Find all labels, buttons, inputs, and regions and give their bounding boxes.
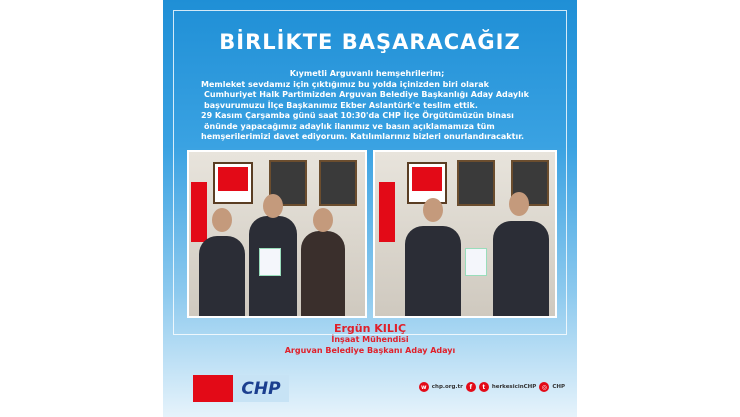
candidate-role: Arguvan Belediye Başkanı Aday Adayı: [284, 346, 456, 355]
message-line: 29 Kasım Çarşamba günü saat 10:30'da CHP İlçe Örgütümüzün binası: [201, 111, 514, 120]
turkish-flag: [379, 182, 395, 242]
application-document: [259, 248, 281, 276]
greeting: Kıymetli Arguvanlı hemşehrilerim;: [289, 69, 445, 78]
photo-application-handover-2: [373, 150, 557, 318]
portrait: [319, 160, 357, 206]
twitter-icon[interactable]: t: [479, 382, 489, 392]
application-document: [465, 248, 487, 276]
candidate-name: Ergün KILIÇ: [333, 322, 407, 335]
poster-message: [163, 69, 577, 143]
turkish-flag: [191, 182, 207, 242]
ataturk-portrait: [457, 160, 495, 206]
message-line: Cumhuriyet Halk Partimizden Arguvan Belediye Başkanlığı Aday Adaylık: [204, 90, 529, 99]
photo-application-handover-1: [187, 150, 367, 318]
social-links: [419, 382, 565, 392]
web-icon: w: [419, 382, 429, 392]
poster-title: BİRLİKTE BAŞARACAĞIZ: [219, 30, 521, 54]
message-line: Memleket sevdamız için çıktığımız bu yolda içinizden biri olarak: [201, 79, 489, 89]
six-arrows-icon: [193, 375, 233, 402]
instagram-icon[interactable]: ◎: [539, 382, 549, 392]
chp-logo-frame: [213, 162, 253, 204]
chp-logo-frame: [407, 162, 447, 204]
campaign-poster: [163, 0, 577, 417]
facebook-icon[interactable]: f: [466, 382, 476, 392]
social-handle[interactable]: herkesicinCHP: [491, 384, 537, 390]
chp-logo: CHP: [193, 375, 289, 402]
candidate-profession: İnşaat Mühendisi: [331, 335, 409, 344]
message-line: başvurumuzu İlçe Başkanımız Ekber Aslantürk'e teslim ettik.: [204, 100, 478, 110]
message-line: hemşerilerimizi davet ediyorum. Katılımlarınız bizleri onurlandıracaktır.: [201, 132, 525, 141]
message-line: önünde yapacağımız adaylık ilanımız ve basın açıklamamıza tüm: [204, 121, 495, 131]
website-link[interactable]: chp.org.tr: [431, 384, 463, 390]
instagram-handle[interactable]: CHP: [552, 384, 565, 390]
